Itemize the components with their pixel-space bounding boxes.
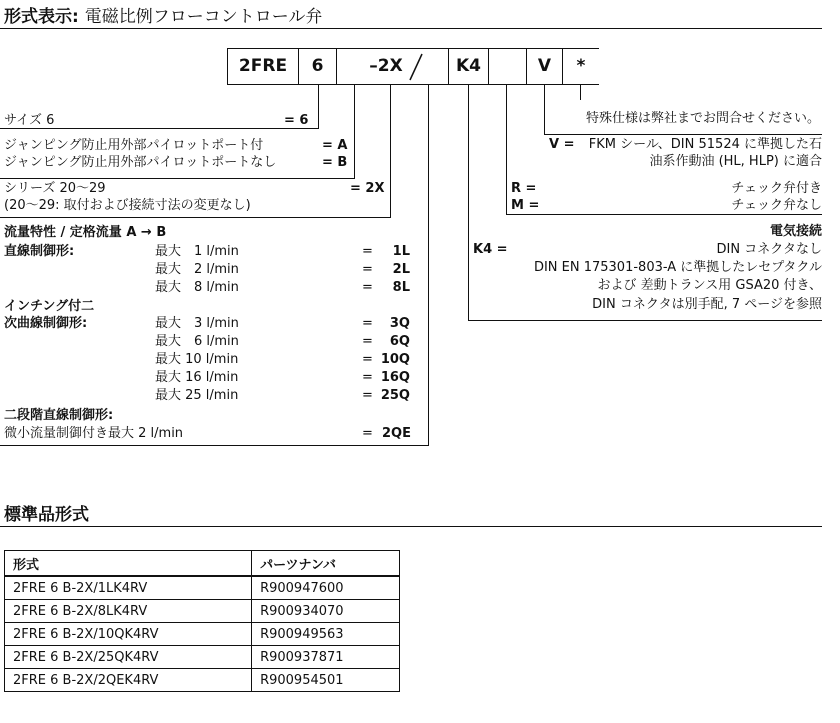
linear-eq: =	[362, 262, 373, 277]
linear-code: 8L	[392, 280, 410, 295]
linear-code: 2L	[392, 262, 410, 277]
check-r-text: チェック弁付き	[731, 181, 822, 196]
quad-eq: =	[362, 352, 373, 367]
part-number-cell: R900954501	[252, 669, 400, 692]
linear-desc: 最大 2 l/min	[155, 262, 239, 277]
code-cell-electrical: K4	[455, 56, 481, 76]
table-header-row	[5, 551, 400, 577]
code-cell-type: 2FRE	[238, 56, 288, 76]
k4-line-2: DIN EN 175301-803-A に準拠したレセプタクル	[533, 260, 822, 275]
title-text: 電磁比例フローコントロール弁	[84, 7, 323, 27]
seal-line-2: 油系作動油 (HL, HLP) に適合	[649, 154, 822, 169]
series-label: シリーズ 20～29	[4, 181, 106, 196]
quad-desc: 最大 16 l/min	[155, 370, 239, 385]
title-label: 形式表示:	[4, 7, 79, 27]
flow-heading: 流量特性 / 定格流量 A → B	[4, 225, 167, 240]
part-number-cell: R900947600	[252, 576, 400, 600]
linear-eq: =	[362, 280, 373, 295]
bypass-b-label: ジャンピング防止用外部パイロットポートなし	[4, 155, 277, 170]
type-cell: 2FRE 6 B-2X/1LK4RV	[5, 576, 252, 600]
code-cell-size: 6	[311, 56, 324, 76]
check-m-text: チェック弁なし	[731, 198, 822, 213]
linear-desc: 最大 8 l/min	[155, 280, 239, 295]
table-row	[5, 600, 400, 623]
bypass-a-code: = A	[322, 138, 348, 153]
quad-code: 25Q	[380, 388, 410, 403]
linear-title: 直線制御形:	[4, 244, 75, 259]
quad-title-1: インチング付二	[4, 299, 95, 314]
code-cell-series: –2X	[369, 56, 403, 76]
seal-code: V =	[549, 137, 575, 152]
standard-heading: 標準品形式	[4, 505, 89, 525]
col-part-number: パーツナンバ	[252, 551, 400, 577]
part-number-cell: R900937871	[252, 646, 400, 669]
two-stage-title: 二段階直線制御形:	[4, 408, 114, 423]
type-cell: 2FRE 6 B-2X/8LK4RV	[5, 600, 252, 623]
table-row	[5, 623, 400, 646]
k4-line-1: DIN コネクタなし	[716, 242, 822, 257]
check-m-code: M =	[511, 198, 540, 213]
k4-code: K4 =	[473, 242, 508, 257]
standard-table	[4, 550, 400, 692]
type-cell: 2FRE 6 B-2X/25QK4RV	[5, 646, 252, 669]
quad-code: 3Q	[389, 316, 410, 331]
series-note: (20～29: 取付および接続寸法の変更なし)	[4, 198, 251, 213]
special-note: 特殊仕様は弊社までお問合せください。	[586, 111, 821, 126]
quad-title-2: 次曲線制御形:	[4, 316, 88, 331]
bypass-b-code: = B	[322, 155, 348, 170]
code-cell-special: *	[576, 56, 586, 76]
quad-desc: 最大 10 l/min	[155, 352, 239, 367]
linear-desc: 最大 1 l/min	[155, 244, 239, 259]
quad-code: 16Q	[380, 370, 410, 385]
check-r-code: R =	[511, 181, 537, 196]
quad-code: 10Q	[380, 352, 410, 367]
seal-line-1: FKM シール、DIN 51524 に準拠した石	[588, 137, 822, 152]
page-title	[4, 2, 322, 27]
type-cell: 2FRE 6 B-2X/10QK4RV	[5, 623, 252, 646]
col-type: 形式	[5, 551, 252, 577]
linear-eq: =	[362, 244, 373, 259]
bypass-a-label: ジャンピング防止用外部パイロットポート付	[4, 138, 264, 153]
table-row	[5, 646, 400, 669]
two-stage-code: 2QE	[382, 426, 411, 441]
linear-code: 1L	[392, 244, 410, 259]
type-cell: 2FRE 6 B-2X/2QEK4RV	[5, 669, 252, 692]
quad-eq: =	[362, 334, 373, 349]
quad-code: 6Q	[389, 334, 410, 349]
table-row	[5, 669, 400, 692]
electrical-heading: 電気接続	[769, 224, 822, 239]
quad-eq: =	[362, 370, 373, 385]
code-cell-seal: V	[537, 56, 552, 76]
series-code: = 2X	[350, 181, 385, 196]
table-row	[5, 576, 400, 600]
size-code: = 6	[284, 113, 309, 128]
size-label: サイズ 6	[4, 113, 55, 128]
k4-line-4: DIN コネクタは別手配, 7 ページを参照	[592, 297, 822, 312]
part-number-cell: R900949563	[252, 623, 400, 646]
quad-desc: 最大 6 l/min	[155, 334, 239, 349]
two-stage-desc: 微小流量制御付き最大 2 l/min	[4, 426, 184, 441]
k4-line-3: および 差動トランス用 GSA20 付き、	[597, 278, 822, 293]
quad-eq: =	[362, 388, 373, 403]
quad-eq: =	[362, 316, 373, 331]
part-number-cell: R900934070	[252, 600, 400, 623]
two-stage-eq: =	[362, 426, 373, 441]
quad-desc: 最大 25 l/min	[155, 388, 239, 403]
quad-desc: 最大 3 l/min	[155, 316, 239, 331]
title-rule	[0, 28, 822, 29]
